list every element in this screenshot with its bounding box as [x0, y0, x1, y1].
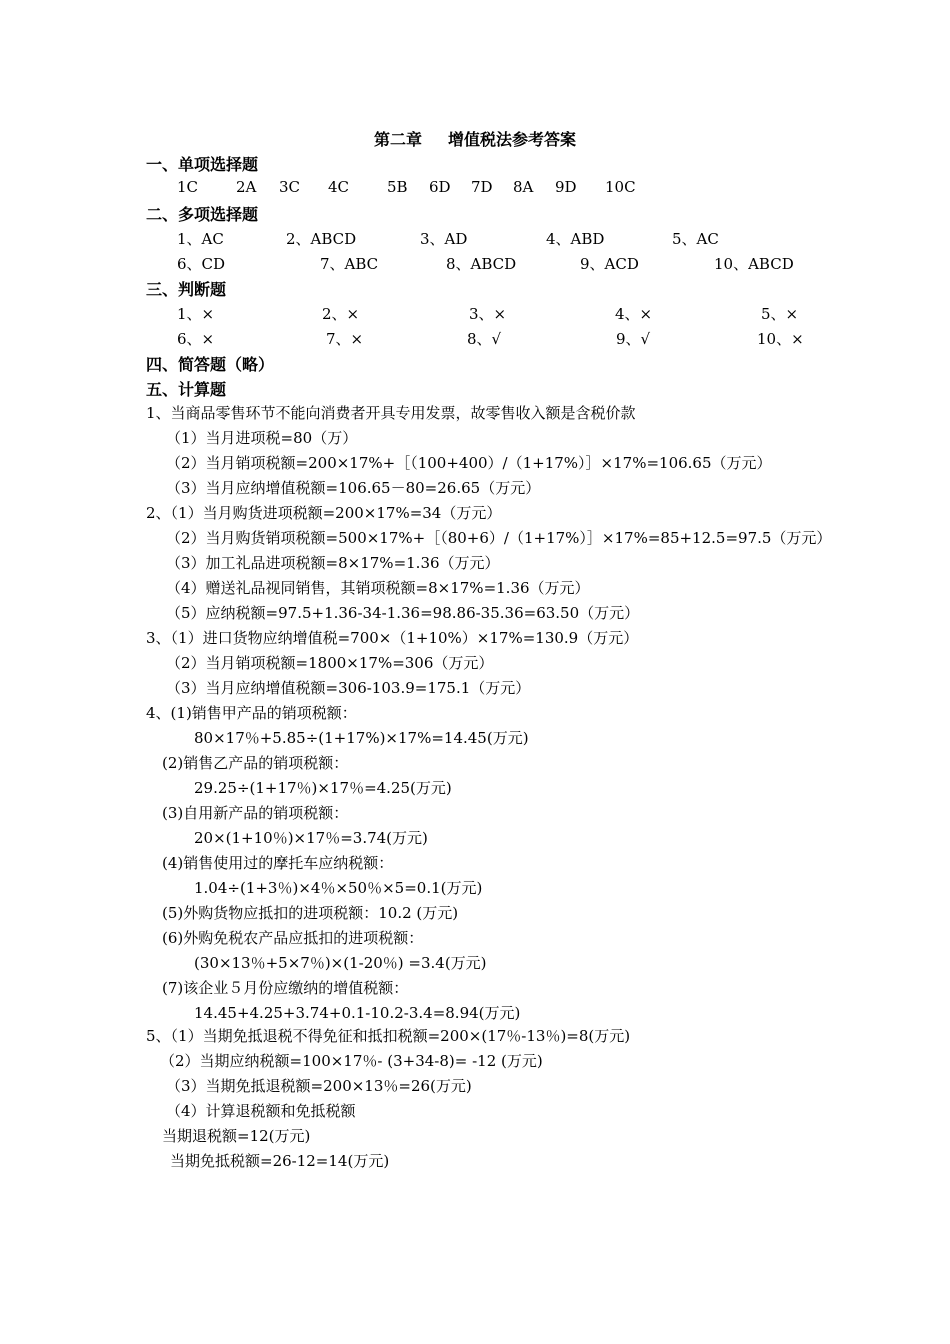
calc-line: 1.04÷(1+3％)×4％×50％×5=0.1(万元) — [194, 879, 483, 897]
answer: 10C — [605, 178, 636, 196]
calc-line: 1、当商品零售环节不能向消费者开具专用发票，故零售收入额是含税价款 — [146, 404, 636, 422]
answer: 2、× — [322, 305, 360, 323]
section-multi-choice: 二、多项选择题 — [146, 205, 259, 224]
answer: 5、× — [761, 305, 799, 323]
calc-line: （3）当期免抵退税额=200×13％=26(万元) — [166, 1077, 472, 1095]
calc-line: (2)销售乙产品的销项税额： — [162, 754, 349, 772]
answer: 2A — [236, 178, 257, 196]
answer: 9D — [555, 178, 577, 196]
calc-line: 14.45+4.25+3.74+0.1-10.2-3.4=8.94(万元) — [194, 1004, 521, 1022]
calc-line: (4)销售使用过的摩托车应纳税额： — [162, 854, 394, 872]
answer: 8A — [513, 178, 534, 196]
answer: 6D — [429, 178, 451, 196]
answer: 4、× — [615, 305, 653, 323]
calc-line: （4）赠送礼品视同销售，其销项税额=8×17%=1.36（万元） — [166, 579, 590, 597]
answer: 6、CD — [177, 255, 226, 273]
calc-line: 5、（1）当期免抵退税不得免征和抵扣税额=200×(17％-13％)=8(万元) — [146, 1027, 631, 1045]
answer: 1C — [177, 178, 199, 196]
answer: 10、ABCD — [714, 255, 794, 273]
calc-line: （2）当月销项税额=200×17%+［（100+400）/（1+17%）］×17%=106.65（万元） — [166, 454, 772, 472]
answer: 4C — [328, 178, 350, 196]
calc-line: (3)自用新产品的销项税额： — [162, 804, 349, 822]
answer: 7、ABC — [320, 255, 379, 273]
calc-line: 4、(1)销售甲产品的销项税额： — [146, 704, 357, 722]
answer: 8、ABCD — [446, 255, 517, 273]
answer: 3C — [279, 178, 301, 196]
answer: 8、√ — [467, 330, 502, 348]
calc-line: （5）应纳税额=97.5+1.36-34-1.36=98.86-35.36=63.50（万元） — [166, 604, 640, 622]
answer: 5B — [387, 178, 408, 196]
answer: 6、× — [177, 330, 215, 348]
calc-line: 当期退税额=12(万元) — [162, 1127, 311, 1145]
calc-line: 3、（1）进口货物应纳增值税=700×（1+10%）×17%=130.9（万元） — [146, 629, 639, 647]
section-true-false: 三、判断题 — [146, 280, 227, 299]
answer: 10、× — [757, 330, 804, 348]
calc-line: 29.25÷(1+17％)×17％=4.25(万元) — [194, 779, 452, 797]
section-short-answer: 四、简答题（略） — [146, 355, 275, 374]
calc-line: 2、（1）当月购货进项税额=200×17%=34（万元） — [146, 504, 502, 522]
answer: 2、ABCD — [286, 230, 357, 248]
page-title — [0, 127, 950, 150]
calc-line: （2）当月购货销项税额=500×17%+［（80+6）/（1+17%）］×17%=85+12.5=97.5（万元） — [166, 529, 832, 547]
calc-line: （1）当月进项税=80（万） — [166, 429, 358, 447]
calc-line: （2）当月销项税额=1800×17%=306（万元） — [166, 654, 494, 672]
calc-line: （2）当期应纳税额=100×17％- (3+34-8)= -12 (万元) — [160, 1052, 543, 1070]
answer: 3、× — [469, 305, 507, 323]
section-single-choice: 一、单项选择题 — [146, 155, 259, 174]
calc-line: （3）当月应纳增值税额=106.65－80=26.65（万元） — [166, 479, 541, 497]
answer: 9、ACD — [580, 255, 639, 273]
calc-line: (7)该企业５月份应缴纳的增值税额： — [162, 979, 409, 997]
chapter-title: 增值税法参考答案 — [448, 130, 577, 149]
calc-line: （3）当月应纳增值税额=306-103.9=175.1（万元） — [166, 679, 531, 697]
chapter-label: 第二章 — [373, 130, 422, 149]
calc-line: (5)外购货物应抵扣的进项税额：10.2 (万元) — [162, 904, 459, 922]
answer: 7、× — [326, 330, 364, 348]
answer: 7D — [471, 178, 493, 196]
calc-line: （3）加工礼品进项税额=8×17%=1.36（万元） — [166, 554, 500, 572]
calc-line: 当期免抵税额=26-12=14(万元) — [170, 1152, 390, 1170]
answer: 1、× — [177, 305, 215, 323]
calc-line: (30×13％+5×7％)×(1-20％) =3.4(万元) — [194, 954, 487, 972]
calc-line: 80×17％+5.85÷(1+17%)×17%=14.45(万元) — [194, 729, 529, 747]
answer: 9、√ — [616, 330, 651, 348]
calc-line: (6)外购免税农产品应抵扣的进项税额： — [162, 929, 424, 947]
answer: 4、ABD — [546, 230, 605, 248]
calc-line: 20×(1+10％)×17％=3.74(万元) — [194, 829, 428, 847]
calc-line: （4）计算退税额和免抵税额 — [166, 1102, 356, 1120]
answer: 1、AC — [177, 230, 224, 248]
answer: 5、AC — [672, 230, 719, 248]
answer: 3、AD — [420, 230, 468, 248]
section-calculation: 五、计算题 — [146, 380, 227, 399]
